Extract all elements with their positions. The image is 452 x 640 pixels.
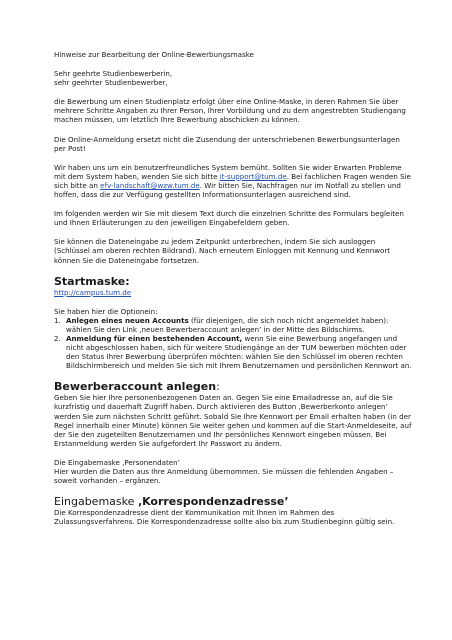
correspondence-heading [54,495,412,508]
greeting-line-1: Sehr geehrte Studienbewerberin, [54,69,173,79]
interrupt-paragraph: Sie können die Dateneingabe zu jedem Zeitpunkt unterbrechen, indem Sie sich ausloggen (Schlüssel am oberen rechten Bildrand). Nach erneutem Einloggen mit Kennung und Kennwort können Sie die Dateneingabe fortsetzen. [54,237,391,265]
account-heading-colon: : [216,380,220,394]
option-2-text: wenn Sie eine Bewerbung angefangen und nicht abgeschlossen haben, sich für weitere Studiengänge an der TUM bewerben möchten oder den Status Ihrer Bewerbung überprüfen möchten: wählen Sie den Schlüssel im oberen rechten Bildschirmbereich und melden Sie sich mit Ihrem Benutzernamen und persönlichen Kennwort an. [66,333,412,371]
personal-data-title: Die Eingabemaske ‚Personendaten’ [54,457,180,467]
account-heading-bold: Bewerberaccount anlegen [54,380,217,394]
option-1-number: 1. [54,315,61,325]
greeting-line-2: sehr geehrter Studienbewerber, [54,78,168,88]
list-item [54,334,412,370]
option-2-bold: Anmeldung für einen bestehenden Account, [66,333,243,343]
option-1-text: (für diejenigen, die sich noch nicht angemeldet haben): wählen Sie den Link ‚neuen Bewerberaccount anlegen’ in der Mitte des Bildschirms. [66,315,389,334]
it-support-email-link[interactable]: it-support@tum.de [219,171,287,181]
account-heading [54,380,412,393]
correspondence-paragraph: Die Korrespondenzadresse dient der Kommunikation mit Ihnen im Rahmen des Zulassungsverfahrens. Die Korrespondenzadresse sollte also bis zum Studienbeginn gültig sein. [54,508,395,527]
support-text-end: . Wir bitten Sie, Nachfragen nur im Notfall zu stellen und hoffen, dass die zur Verfügung gestellten Informationsunterlagen ausreichend sind. [54,180,401,200]
support-text-start: Wir haben uns um ein benutzerfreundliches System bemüht. Sollten Sie wider Erwarten Probleme mit dem System haben, wenden Sie sich bitte [54,162,402,181]
support-paragraph [54,163,412,199]
account-paragraph: Geben Sie hier Ihre personenbezogenen Daten an. Gegen Sie eine Emailadresse an, auf die Sie kurzfristig und dauerhaft Zugriff haben. Durch aktivieren des Button ‚Bewerberkonto anlegen’ werden Sie zum nächsten Schritt geführt. Sobald Sie Ihre Kennwort per Email erhalten haben (in der Regel innerhalb einer Minute) können Sie weiter gehen und kommen auf die Start-Anmeldeseite, auf der Sie den zugeteilten Benutzernamen und Ihr persönliches Kennwort eingeben müssen. Bei Erstanmeldung werden Sie aufgefordert Ihr Passwort zu ändern. [54,393,412,448]
option-2-number: 2. [54,333,61,343]
correspondence-heading-bold: ‚Korrespondenzadresse’ [137,495,289,509]
options-list [54,316,412,371]
option-1-bold: Anlegen eines neuen Accounts [66,315,189,325]
startmaske-heading [54,275,412,288]
correspondence-heading-prefix: Eingabemaske [54,495,138,509]
following-paragraph: Im folgenden werden wir Sie mit diesem Text durch die einzelnen Schritte des Formulars begleiten und Ihnen Erläuterungen zu den jeweiligen Eingabefeldern geben. [54,209,404,228]
personal-data-paragraph: Hier wurden die Daten aus Ihre Anmeldung übernommen. Sie müssen die fehlenden Angaben – soweit vorhanden – ergänzen. [54,467,394,486]
support-text-middle: . Bei fachlichen Fragen wenden Sie sich bitte an [54,171,411,190]
options-intro: Sie haben hier die Optionein: [54,306,158,316]
intro-paragraph: die Bewerbung um einen Studienplatz erfolgt über eine Online-Maske, in deren Rahmen Sie über mehrere Schritte Angaben zu Ihrer Person, Ihrer Vorbildung und zu dem angestrebten Studiengang machen müssen, um letztlich Ihre Bewerbung abschicken zu können. [54,97,406,125]
document-title: Hinweise zur Bearbeitung der Online-Bewerbungsmaske [54,50,254,59]
online-note-paragraph: Die Online-Anmeldung ersetzt nicht die Zusendung der unterschriebenen Bewerbungsunterlagen per Post! [54,134,400,153]
list-item [54,316,412,334]
startmaske-heading-text: Startmaske: [54,274,130,288]
fach-email-link[interactable]: efv-landschaft@wzw.tum.de [100,180,200,190]
campus-link[interactable]: http://campus.tum.de [54,287,132,297]
